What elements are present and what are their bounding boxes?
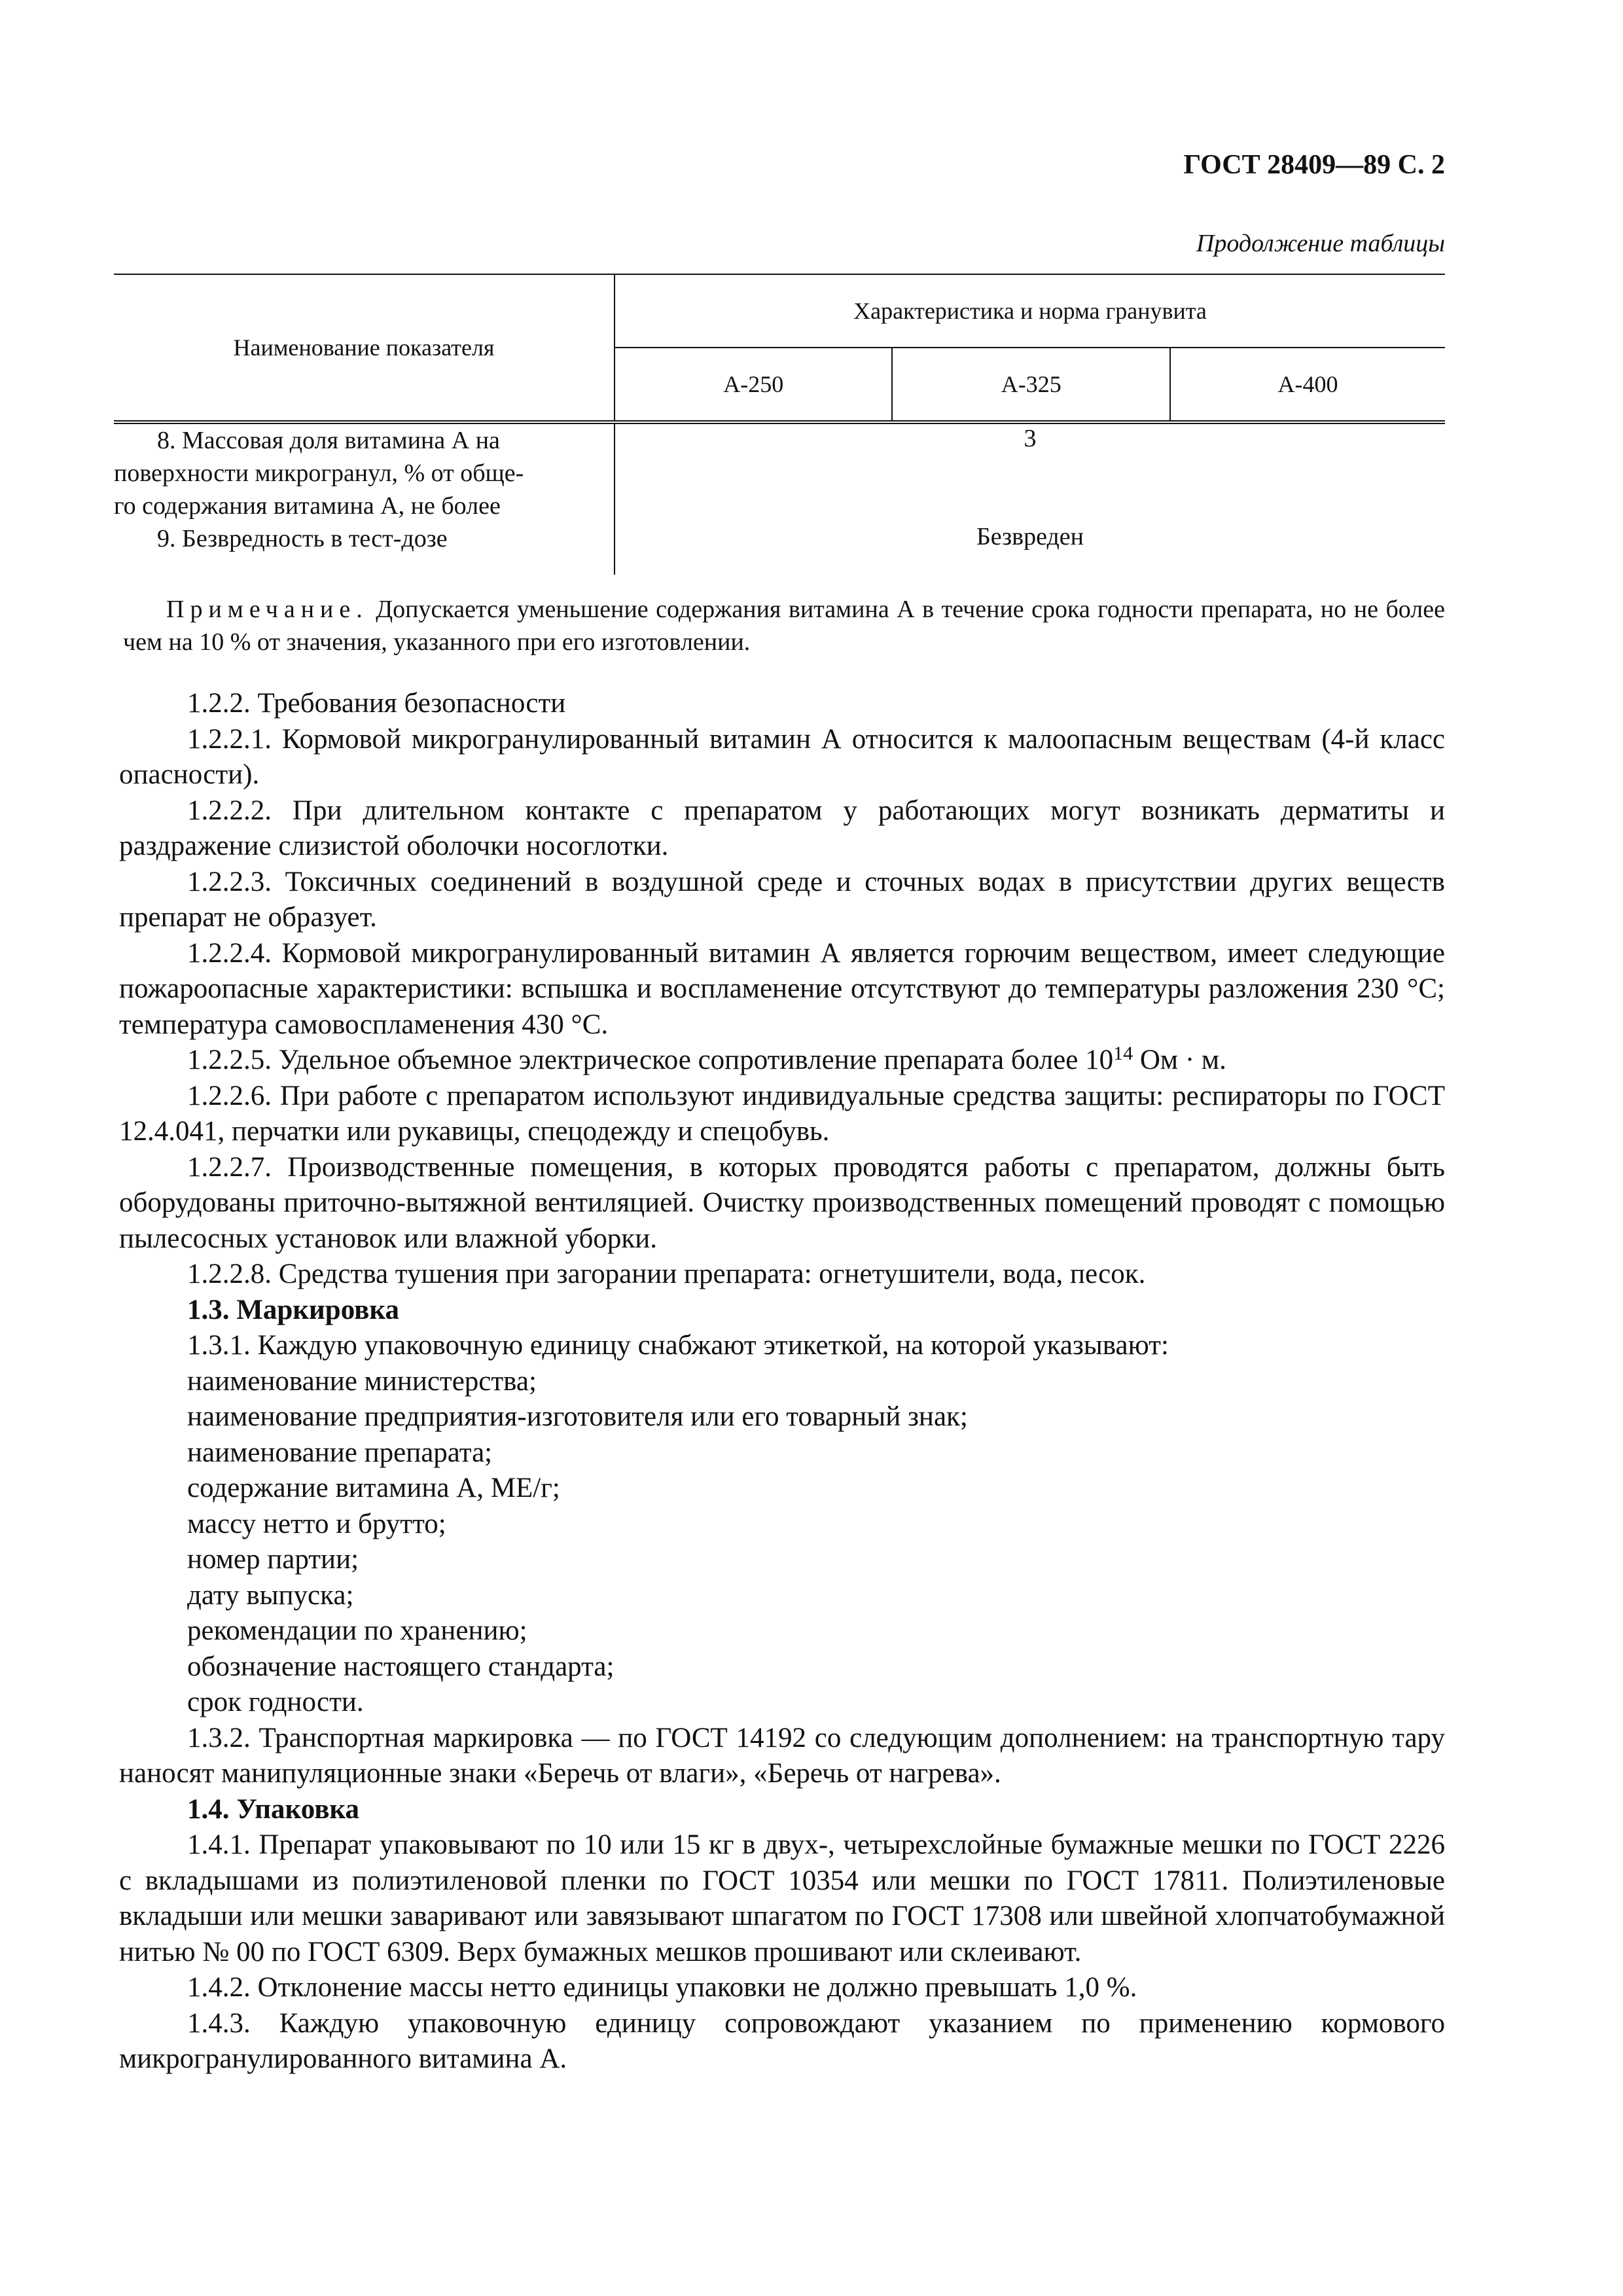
indicator-value: Безвреден — [976, 523, 1084, 550]
grade-header-a400: А-400 — [1170, 348, 1445, 422]
table-row — [114, 522, 1445, 575]
indicator-value: 3 — [1024, 425, 1037, 452]
paragraph: 1.2.2.8. Средства тушения при загорании препарата: огнетушители, вода, песок. — [187, 1259, 1146, 1289]
list-item: содержание витамина А, МЕ/г; — [187, 1473, 560, 1503]
list-item: номер партии; — [187, 1544, 359, 1575]
paragraph: 1.2.2.3. Токсичных соединений в воздушной среде и сточных водах в присутствии других веществ препарат не образует. — [119, 866, 1445, 933]
list-item: наименование предприятия-изготовителя или его товарный знак; — [187, 1401, 968, 1432]
indicator-name — [114, 422, 615, 522]
paragraph: 1.4.1. Препарат упаковывают по 10 или 15 кг в двух-, четырехслойные бумажные мешки по ГОСТ 2226 с вкладышами из полиэтиленовой пленки по ГОСТ 10354 или мешки по ГОСТ 17811. Полиэтиленовые вкладыши или мешки заваривают или завязывают шпагатом по ГОСТ 17308 или швейной хлопчатобумажной нитью № 00 по ГОСТ 6309. Верх бумажных мешков прошивают или склеивают. — [119, 1829, 1445, 1967]
paragraph: 1.3.2. Транспортная маркировка — по ГОСТ 14192 со следующим дополнением: на транспортную тару наносят манипуляционные знаки «Беречь от влаги», «Беречь от нагрева». — [119, 1722, 1445, 1789]
list-item: срок годности. — [187, 1687, 364, 1717]
column-header-characteristic: Характеристика и норма гранувита — [615, 274, 1445, 348]
grade-header-a325: А-325 — [892, 348, 1169, 422]
list-item: массу нетто и брутто; — [187, 1508, 446, 1539]
section-heading: 1.2.2. Требования безопасности — [187, 688, 566, 719]
paragraph: 1.2.2.6. При работе с препаратом используют индивидуальные средства защиты: респираторы по ГОСТ 12.4.041, перчатки или рукавицы, спецодежду и спецобувь. — [119, 1080, 1445, 1147]
table-continuation-label: Продолжение таблицы — [1196, 230, 1445, 257]
paragraph-text: 1.2.2.5. Удельное объемное электрическое сопротивление препарата более 10 — [187, 1045, 1114, 1075]
document-body — [119, 686, 1445, 2077]
paragraph: 1.3.1. Каждую упаковочную единицу снабжают этикеткой, на которой указывают: — [187, 1330, 1169, 1361]
document-number: ГОСТ 28409—89 С. 2 — [1183, 150, 1445, 180]
note-text: Допускается уменьшение содержания витамина А в течение срока годности препарата, но не более чем на 10 % от значения, указанного при его изготовлении. — [123, 596, 1446, 656]
section-heading: 1.3. Маркировка — [187, 1294, 399, 1325]
list-item: дату выпуска; — [187, 1579, 354, 1611]
indicator-name-line: поверхности микрогранул, % от обще- — [114, 459, 524, 487]
paragraph: 1.4.2. Отклонение массы нетто единицы упаковки не должно превышать 1,0 %. — [187, 1972, 1137, 2003]
paragraph: 1.2.2.7. Производственные помещения, в которых проводятся работы с препаратом, должны быть оборудованы приточно-вытяжной вентиляцией. Очистку производственных помещений проводят с помощью пылесосных установок или влажной уборки. — [119, 1151, 1445, 1254]
paragraph — [119, 1043, 1445, 1079]
paragraph: 1.2.2.4. Кормовой микрогранулированный витамин А является горючим веществом, имеет следующие пожароопасные характеристики: вспышка и воспламенение отсутствуют до температуры разложения 230 °С; температура самовоспламенения 430 °С. — [119, 937, 1445, 1040]
list-item: рекомендации по хранению; — [187, 1615, 527, 1646]
list-item: наименование препарата; — [187, 1437, 493, 1468]
table-note — [123, 593, 1445, 658]
paragraph: 1.2.2.1. Кормовой микрогранулированный витамин А относится к малоопасным веществам (4-й класс опасности). — [119, 723, 1445, 790]
list-item: наименование министерства; — [187, 1365, 537, 1397]
exponent: 14 — [1113, 1043, 1133, 1064]
table-row — [114, 422, 1445, 522]
note-lead: Примечание. — [166, 596, 368, 623]
column-header-indicator: Наименование показателя — [114, 274, 615, 422]
section-heading: 1.4. Упаковка — [187, 1793, 360, 1825]
paragraph: 1.4.3. Каждую упаковочную единицу сопровождают указанием по применению кормового микрогранулированного витамина А. — [119, 2007, 1445, 2074]
specification-table — [114, 274, 1445, 575]
indicator-name-line: 8. Массовая доля витамина А на — [157, 427, 500, 454]
indicator-name-line: го содержания витамина А, не более — [114, 492, 501, 520]
list-item: обозначение настоящего стандарта; — [187, 1651, 615, 1682]
indicator-name-line: 9. Безвредность в тест-дозе — [157, 525, 448, 552]
indicator-name — [114, 522, 615, 575]
paragraph: 1.2.2.2. При длительном контакте с препаратом у работающих могут возникать дерматиты и раздражение слизистой оболочки носоглотки. — [119, 795, 1445, 861]
paragraph-text: Ом · м. — [1133, 1045, 1226, 1075]
grade-header-a250: А-250 — [615, 348, 892, 422]
